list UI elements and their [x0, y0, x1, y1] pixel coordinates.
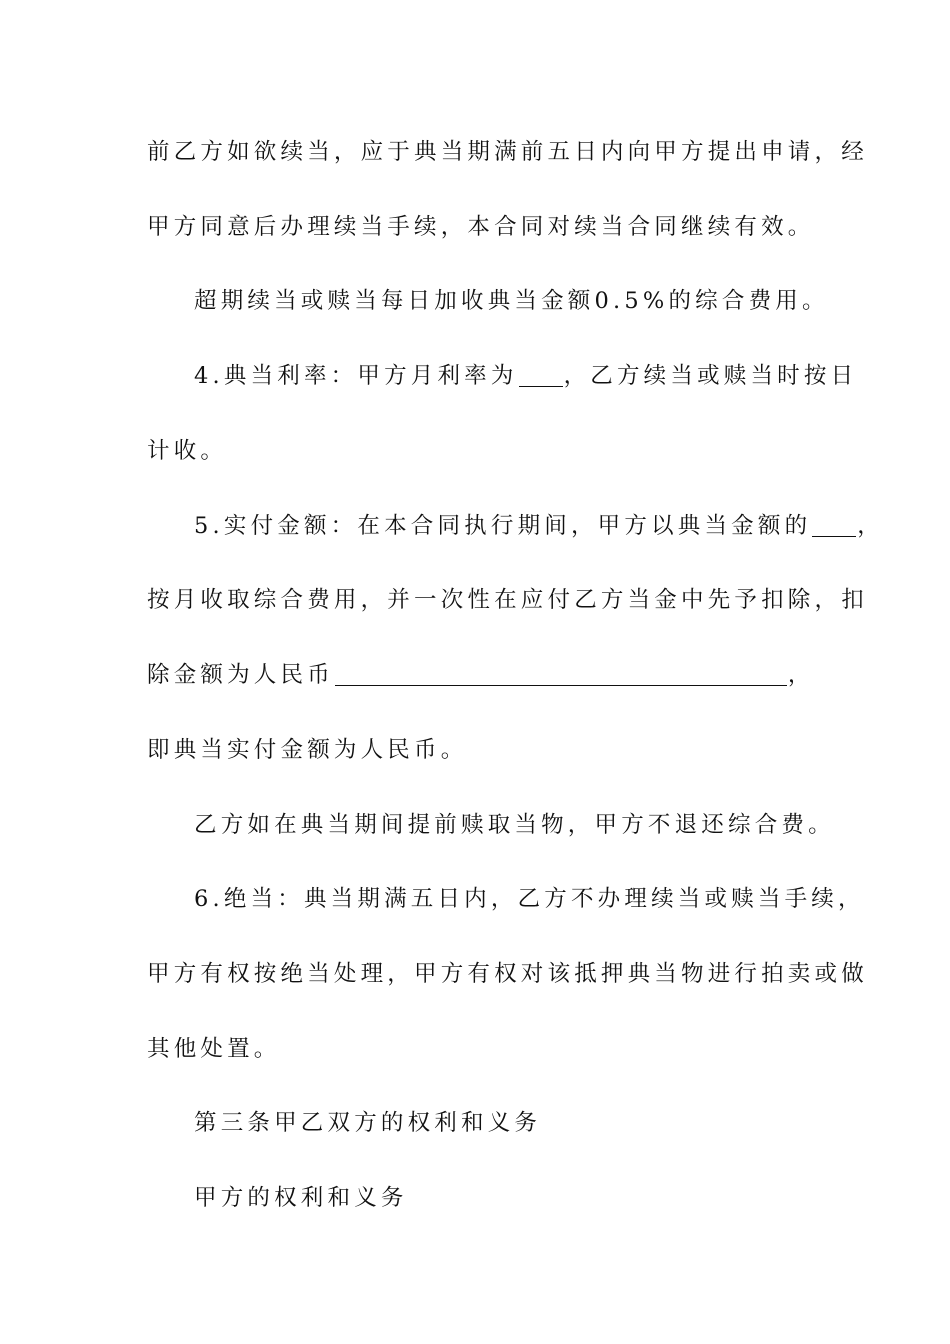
text-line — [194, 361, 857, 391]
line-text: 超期续当或赎当每日加收典当金额0.5%的综合费用。 — [194, 288, 829, 314]
line-text: 前乙方如欲续当，应于典当期满前五日内向甲方提出申请，经 — [147, 139, 868, 165]
subsection-heading-text: 甲方的权利和义务 — [194, 1185, 408, 1211]
text-line — [194, 286, 829, 316]
text-line — [147, 1034, 281, 1064]
text-line — [147, 212, 815, 242]
text-line — [194, 810, 835, 840]
line-text: 6.绝当：典当期满五日内，乙方不办理续当或赎当手续， — [194, 886, 865, 912]
line-text: 计收。 — [147, 438, 228, 464]
fill-in-blank-interest-rate — [519, 366, 563, 387]
line-text: 甲方有权按绝当处理，甲方有权对该抵押典当物进行拍卖或做 — [147, 961, 868, 987]
line-text: 即典当实付金额为人民币。 — [147, 737, 468, 763]
line-text: 4.典当利率：甲方月利率为 — [194, 363, 518, 389]
line-text: ， — [857, 513, 880, 539]
fill-in-blank-deduction-amount — [335, 665, 787, 686]
line-text: 其他处置。 — [147, 1036, 281, 1062]
line-text: 5.实付金额：在本合同执行期间，甲方以典当金额的 — [194, 513, 812, 539]
line-text: ，乙方续当或赎当时按日 — [563, 363, 858, 389]
line-text: 乙方如在典当期间提前赎取当物，甲方不退还综合费。 — [194, 812, 835, 838]
line-text: 除金额为人民币 — [147, 662, 334, 688]
line-text: ， — [787, 662, 811, 688]
section-heading — [194, 1108, 541, 1138]
fill-in-blank-fee-ratio — [812, 516, 856, 537]
text-line — [147, 137, 868, 167]
text-line — [147, 735, 467, 765]
text-line — [147, 660, 810, 690]
text-line — [147, 436, 227, 466]
text-line — [194, 884, 865, 914]
text-line — [147, 585, 868, 615]
line-text: 按月收取综合费用，并一次性在应付乙方当金中先予扣除，扣 — [147, 587, 868, 613]
line-text: 甲方同意后办理续当手续，本合同对续当合同继续有效。 — [147, 214, 815, 240]
section-heading-text: 第三条甲乙双方的权利和义务 — [194, 1110, 542, 1136]
text-line — [194, 511, 880, 541]
subsection-heading — [194, 1183, 408, 1213]
text-line — [147, 959, 868, 989]
